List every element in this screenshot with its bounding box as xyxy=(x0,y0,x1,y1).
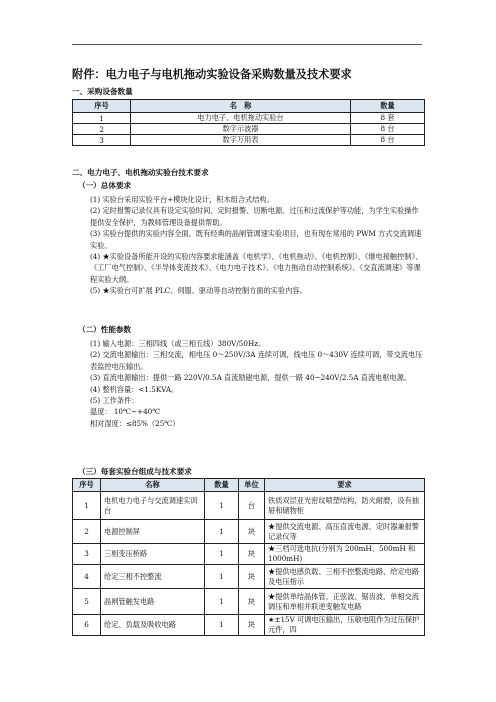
cell-index: 1 xyxy=(73,113,131,124)
cell-index: 2 xyxy=(73,124,131,135)
col-header-index: 序号 xyxy=(73,100,131,113)
col-header-name: 名称 xyxy=(101,479,205,492)
table-row xyxy=(73,492,425,520)
cell-index: 4 xyxy=(73,565,101,589)
cell-index: 2 xyxy=(73,520,101,544)
table-row xyxy=(73,589,425,615)
cell-index: 5 xyxy=(73,589,101,615)
cell-requirement: ★三档可选电抗(分别为 200mH、500mH 和 1000mH) xyxy=(265,544,425,565)
cell-requirement: ★提供交流电源、高压直流电源、定时器兼报警记录仪等 xyxy=(265,520,425,544)
general-item-1: (1) 实验台采用实验平台+模块化设计，积木组合式结构。 xyxy=(90,195,274,204)
cell-unit: 块 xyxy=(239,544,265,565)
cell-unit: 块 xyxy=(239,615,265,636)
equipment-quantity-table xyxy=(72,99,425,146)
cell-name: 晶闸管触发电路 xyxy=(101,589,205,615)
general-item-5: (5) ★实验台可扩展 PLC、伺服、驱动等自动控制方面的实验内容。 xyxy=(90,286,307,296)
cell-name: 电机电力电子与交流调速实训台 xyxy=(101,492,205,520)
cell-qty: 8 台 xyxy=(351,135,425,146)
table-row xyxy=(73,135,425,146)
table-row xyxy=(73,544,425,565)
cell-requirement: 铁质双层亚光密纹喷塑结构，防火耐磨，设有抽屉和储物柜 xyxy=(265,492,425,520)
cell-unit: 块 xyxy=(239,589,265,615)
table-row xyxy=(73,124,425,135)
col-header-qty: 数量 xyxy=(205,479,239,492)
table-row xyxy=(73,520,425,544)
col-header-unit: 单位 xyxy=(239,479,265,492)
modules-heading: （三）每套实验台组成与技术要求 xyxy=(78,467,192,476)
table-header-row xyxy=(73,479,425,492)
cell-index: 6 xyxy=(73,615,101,636)
general-item-4: (4) ★实验设备所能开设的实验内容要求能涵盖《电机学》、《电机拖动》、《电机控制》、《继电接触控制》、《工厂电气控制》、《半导体变流技术》、《电力电子技术》、《电力拖动自动控制系统》、《交直流调速》等课程实验大纲。 xyxy=(90,252,423,284)
general-item-2: (2) 定时报警记录仪具有设定实验时间、定时报警、切断电源、过压和过流保护等功能，为学生实验操作提供安全保护，为教师管理设备提供帮助。 xyxy=(90,206,419,227)
cell-unit: 块 xyxy=(239,565,265,589)
cell-name: 数字示波器 xyxy=(131,124,351,135)
cell-qty: 1 xyxy=(205,520,239,544)
cell-name: 电力电子、电机拖动实验台 xyxy=(131,113,351,124)
condition-temperature: 温度： 10℃~+40℃ xyxy=(90,407,161,417)
performance-item-4: (4) 整机容量：<1.5KVA。 xyxy=(90,384,179,394)
cell-qty: 1 xyxy=(205,589,239,615)
cell-qty: 8 套 xyxy=(351,113,425,124)
col-header-name: 名 称 xyxy=(131,100,351,113)
general-requirements-heading: （一）总体要求 xyxy=(78,181,132,190)
table-row xyxy=(73,113,425,124)
performance-item-1: (1) 输入电源：三相四线（或三相五线）380V/50Hz。 xyxy=(90,339,266,348)
cell-requirement: ★提供单结晶体管、正弦波、锯齿波、单相交流调压和单相并联逆变触发电路 xyxy=(265,589,425,615)
table-row xyxy=(73,565,425,589)
performance-item-3: (3) 直流电源输出：提供一路 220V/0.5A 直流励磁电源，提供一路 40~240V/2.5A 直流电枢电源。 xyxy=(90,373,412,383)
cell-name: 三相变压桥路 xyxy=(101,544,205,565)
col-header-qty: 数量 xyxy=(351,100,425,113)
cell-unit: 块 xyxy=(239,520,265,544)
col-header-requirement: 要求 xyxy=(265,479,425,492)
table-row xyxy=(73,615,425,636)
section1-heading: 一、采购设备数量 xyxy=(72,87,133,96)
cell-qty: 1 xyxy=(205,565,239,589)
performance-item-2: (2) 交流电源输出：三相交流，相电压 0～250V/3A 连续可调，线电压 0～430V 连续可调，带交流电压表监控电压输出。 xyxy=(90,350,423,371)
cell-qty: 1 xyxy=(205,615,239,636)
performance-heading: （二）性能参数 xyxy=(78,325,132,334)
cell-name: 电源控制屏 xyxy=(101,520,205,544)
performance-item-5: (5) 工作条件： xyxy=(90,396,139,406)
cell-name: 给定三相不控整流 xyxy=(101,565,205,589)
document-title: 附件：电力电子与电机拖动实验设备采购数量及技术要求 xyxy=(72,67,352,81)
cell-qty: 8 台 xyxy=(351,124,425,135)
section2-heading: 二、电力电子、电机拖动实验台技术要求 xyxy=(72,168,209,177)
performance-body xyxy=(72,338,424,429)
cell-index: 3 xyxy=(73,544,101,565)
cell-name: 给定、负载及吸收电路 xyxy=(101,615,205,636)
general-item-3: (3) 实验台提供的实验内容全面，既有经典的晶闸管调速实验项目，也有现在常用的 PWM 方式交流调速实验。 xyxy=(90,229,422,250)
module-requirements-table xyxy=(72,478,425,636)
col-header-index: 序号 xyxy=(73,479,101,492)
cell-qty: 1 xyxy=(205,544,239,565)
cell-index: 1 xyxy=(73,492,101,520)
cell-requirement: ★提供电感负载、三相不控整流电路、给定电路及电压指示 xyxy=(265,565,425,589)
condition-humidity: 相对湿度：≤85%（25℃） xyxy=(90,418,180,428)
cell-name: 数字万用表 xyxy=(131,135,351,146)
cell-qty: 1 xyxy=(205,492,239,520)
cell-index: 3 xyxy=(73,135,131,146)
cell-requirement: ★±15V 可调电压输出，压敏电阻作为过压保护元件，四 xyxy=(265,615,425,636)
general-requirements-body xyxy=(72,194,424,297)
header-rule xyxy=(72,44,422,45)
table-header-row xyxy=(73,100,425,113)
cell-unit: 台 xyxy=(239,492,265,520)
